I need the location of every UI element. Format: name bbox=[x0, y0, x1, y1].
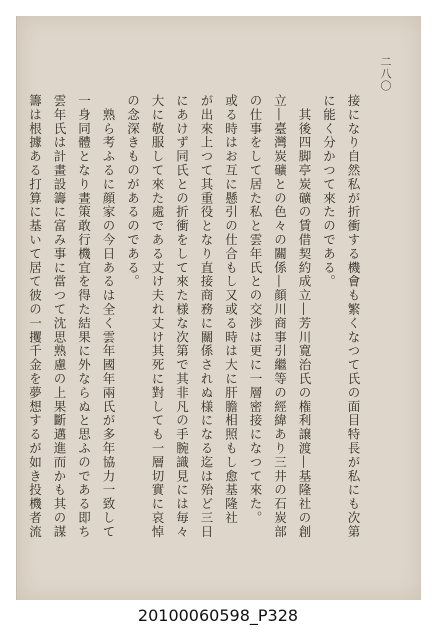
image-caption: 20100060598_P328 bbox=[137, 606, 299, 625]
text-line: にあけず同氏との折衝をして來た様な次第で其非凡の手腕識見には毎々 bbox=[174, 94, 190, 539]
text-line: 或る時はお互に懸引の仕合もし又或る時は大に肝膽相照もし愈基隆社 bbox=[223, 94, 239, 525]
document-page bbox=[16, 16, 421, 600]
text-line: が出來上つて其重役となり直接商務に關係されぬ様になる迄は殆ど三日 bbox=[199, 94, 214, 539]
text-line: 雲年氏は計畫設籌に富み事に當つて沈思熟慮の上果斷邁進而かも其の謀 bbox=[52, 94, 67, 539]
text-line: 熟ら考ふるに顔家の今日あるは全く雲年國年兩氏が多年協力一致して bbox=[101, 94, 116, 539]
text-line: 一身同體となり晝策敢行機宜を得た結果に外ならぬと思ふのである即ち bbox=[76, 94, 92, 539]
text-line: 接になり自然私が折衝する機會も繁くなつて氏の面目特長が私にも次第 bbox=[346, 94, 361, 539]
text-line: 立―臺灣炭礦との色々の關係―顔川商事引繼等の經緯あり三井の石炭部 bbox=[272, 94, 288, 539]
body-text bbox=[27, 94, 365, 539]
text-line: 籌は根據ある打算に基いて居て彼の一攫千金を夢想するが如き投機者流 bbox=[27, 94, 43, 539]
text-line: の念深きものがあるのである。 bbox=[125, 94, 141, 289]
text-line: の仕事をして居た私と雲年氏との交渉は更に一層密接になつて來た。 bbox=[248, 94, 263, 525]
text-line: 其後四脚亭炭礦の賃借契約成立―芳川寛治氏の権利譲渡―基隆社の創 bbox=[297, 94, 312, 539]
page-number: 二八〇 bbox=[379, 56, 392, 92]
text-line: に能く分かつて來たのである。 bbox=[321, 94, 337, 289]
text-line: 大に敬服して來た處である丈け夫れ丈け其死に對しても一層切實に哀悼 bbox=[150, 94, 165, 539]
